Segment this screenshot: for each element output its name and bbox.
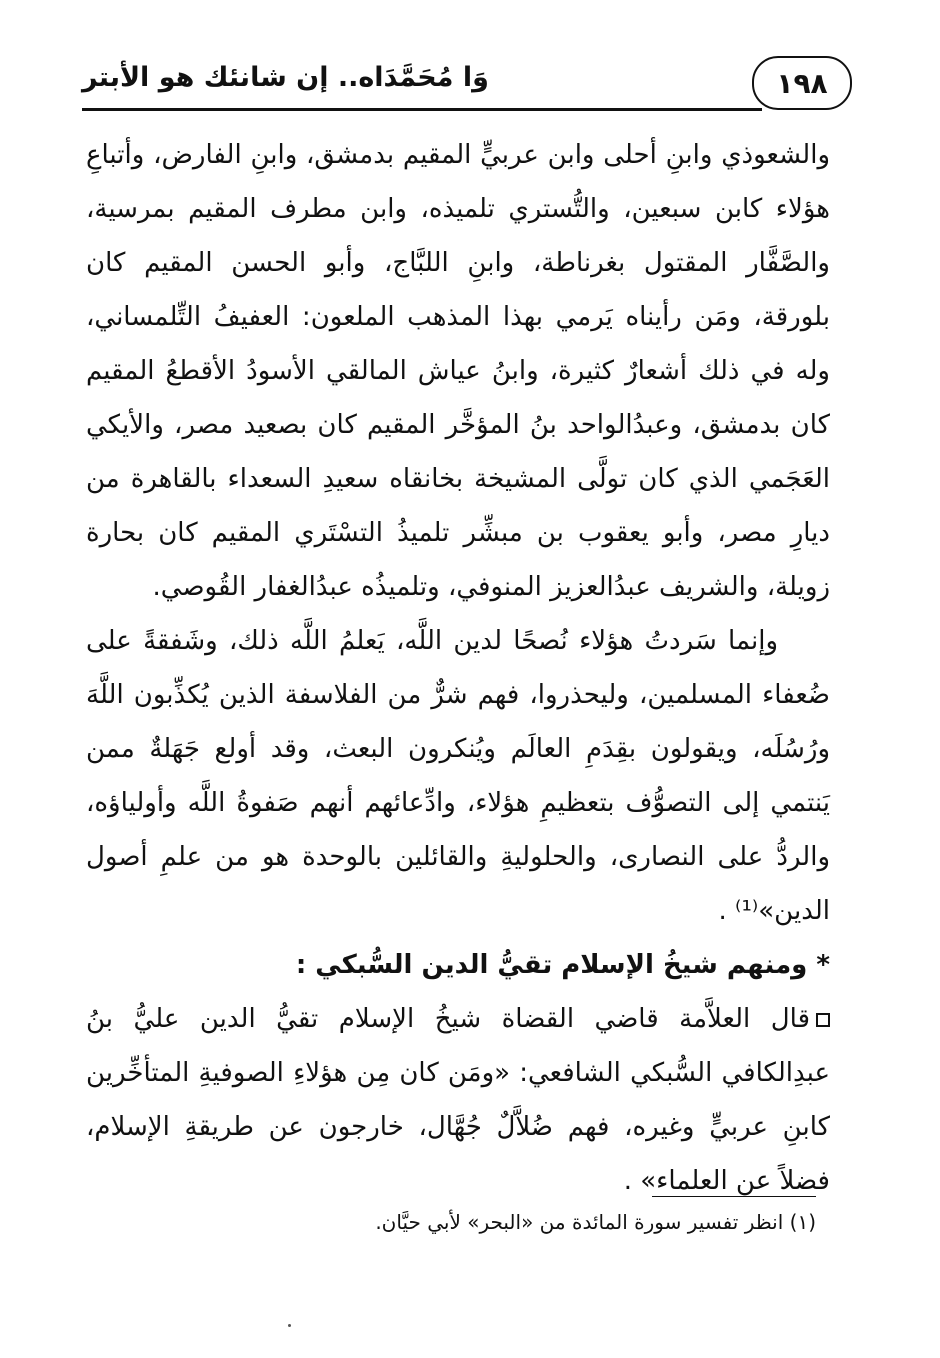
header-rule bbox=[82, 108, 762, 111]
paragraph-1: والشعوذي وابنِ أحلى وابن عربيٍّ المقيم بدمشق، وابنِ الفارض، وأتباعِ هؤلاء كابن سبعين، والتُّستري تلميذه، وابن مطرف المقيم بمرسية، والصَّفَّار المقتول بغرناطة، وابنِ اللبَّاج، وأبو الحسن المقيم كان بلورقة، ومَن رأيناه يَرمي بهذا المذهب الملعون: العفيفُ التِّلمساني، وله في ذلك أشعارٌ كثيرة، وابنُ عياش المالقي الأسودُ الأقطعُ المقيم كان بدمشق، وعبدُالواحد بنُ المؤخَّر المقيم كان بصعيد مصر، والأيكي العَجَمي الذي كان تولَّى المشيخة بخانقاه سعيدِ السعداء بالقاهرة من ديارِ مصر، وأبو يعقوب بن مبشِّر تلميذُ التسْتَري المقيم كان بحارة زويلة، والشريف عبدُالعزيز المنوفي، وتلميذُه عبدُالغفار القُوصي. bbox=[86, 140, 830, 602]
running-title: وَا مُحَمَّدَاه.. إن شانئك هو الأبتر bbox=[82, 62, 489, 93]
paragraph-3 bbox=[86, 992, 830, 1208]
footnote-rule bbox=[652, 1196, 816, 1197]
footnote: (١) انظر تفسير سورة المائدة من «البحر» لأبي حيَّان. bbox=[375, 1210, 816, 1234]
section-heading: * ومنهم شيخُ الإسلام تقيُّ الدين السُّبكي : bbox=[295, 950, 830, 980]
page-number: ١٩٨ bbox=[776, 66, 828, 100]
square-bullet-icon bbox=[816, 1013, 830, 1027]
paragraph-3-text: قال العلاَّمة قاضي القضاة شيخُ الإسلام تقيُّ الدين عليُّ بنُ عبدِالكافي السُّبكي الشافعي: «ومَن كان مِن هؤلاءِ الصوفيةِ المتأخِّرين كابنِ عربيٍّ وغيره، فهم ضُلاَّلٌ جُهَّال، خارجون عن طريقةِ الإسلام، فضلاً عن العلماء» . bbox=[86, 1004, 830, 1196]
main-text bbox=[86, 128, 830, 1208]
page-header bbox=[82, 52, 852, 116]
paragraph-2: وإنما سَردتُ هؤلاء نُصحًا لدين اللَّه، يَعلمُ اللَّه ذلك، وشَفقةً على ضُعفاء المسلمين، وليحذروا، فهم شرٌّ من الفلاسفة الذين يُكذِّبون اللَّهَ ورُسُلَه، ويقولون بقِدَمِ العالَم ويُنكرون البعث، وقد أولع جَهَلةٌ ممن يَنتمي إلى التصوُّف بتعظيمِ هؤلاء، وادِّعائهم أنهم صَفوةُ اللَّه وأولياؤه، والردُّ على النصارى، والحلوليةِ والقائلين بالوحدة هو من علمِ أصول الدين»⁽¹⁾ . bbox=[86, 626, 830, 926]
page-number-badge bbox=[752, 56, 852, 110]
stray-dot bbox=[288, 1324, 291, 1327]
